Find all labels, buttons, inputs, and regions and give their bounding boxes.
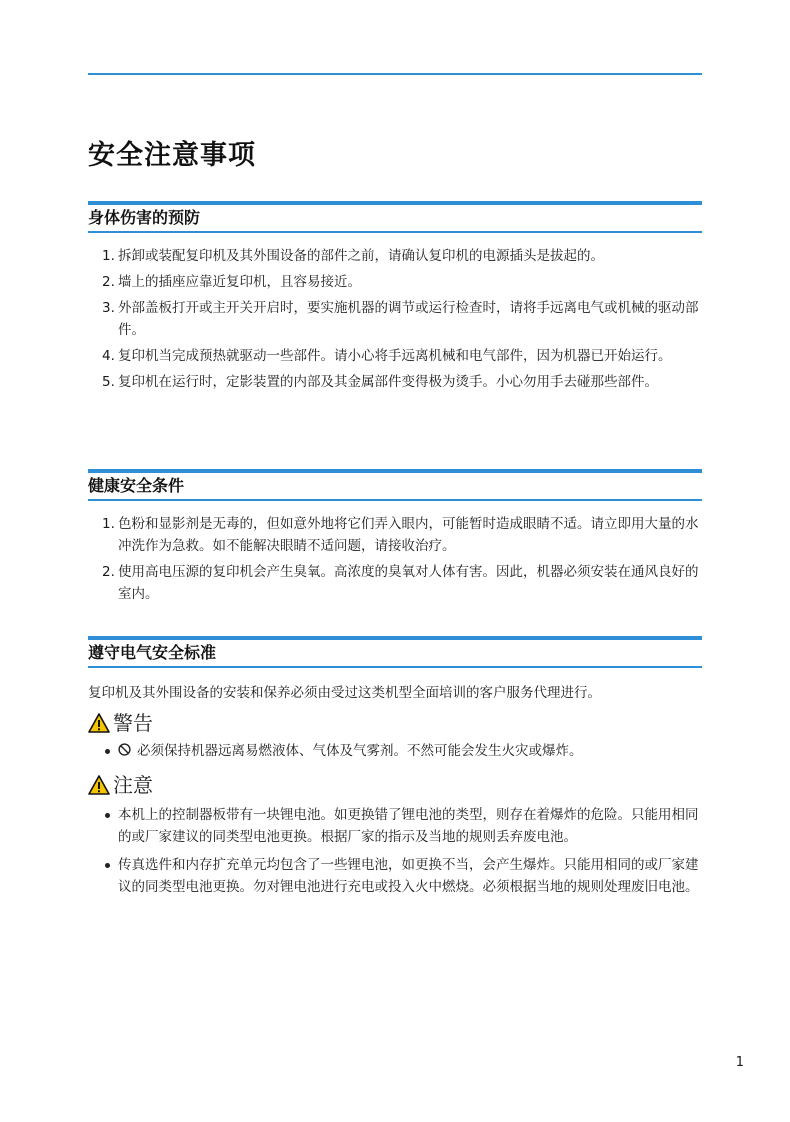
section-electric [88,636,702,904]
list-item: 3. 外部盖板打开或主开关开启时，要实施机器的调节或运行检查时，请将手远离电气或机械的驱动部件。 [102,300,699,338]
prohibited-icon [118,743,131,756]
page-title: 安全注意事项 [88,140,256,171]
section-heading: 身体伤害的预防 [88,201,702,233]
list-item: 1. 色粉和显影剂是无毒的，但如意外地将它们弄入眼内，可能暂时造成眼睛不适。请立即用大量的水冲洗作为急救。如不能解决眼睛不适问题，请接收治疗。 [102,516,699,554]
electric-intro: 复印机及其外围设备的安装和保养必须由受过这类机型全面培训的客户服务代理进行。 [88,685,601,701]
warning-heading: 警告 [88,710,702,736]
bullet [105,813,110,818]
list-item: 必须保持机器远离易燃液体、气体及气雾剂。不然可能会发生火灾或爆炸。 [88,740,702,762]
warning-triangle-icon [88,775,110,795]
list-item: 1. 拆卸或装配复印机及其外围设备的部件之前，请确认复印机的电源插头是拔起的。 [102,248,604,264]
section-injury [88,201,702,397]
injury-list [88,245,702,393]
warning-triangle-icon [88,713,110,733]
list-item: 2. 墙上的插座应靠近复印机，且容易接近。 [102,274,361,290]
page-number: 1 [735,1055,744,1070]
top-rule [88,73,702,75]
list-item: 传真选件和内存扩充单元均包含了一些锂电池，如更换不当，会产生爆炸。只能用相同的或厂家建议的同类型电池更换。勿对锂电池进行充电或投入火中燃烧。必须根据当地的规则处理废旧电池。 [88,854,702,898]
health-list [88,513,702,605]
section-health [88,469,702,609]
bullet [105,749,110,754]
list-item: 本机上的控制器板带有一块锂电池。如更换错了锂电池的类型，则存在着爆炸的危险。只能用相同的或厂家建议的同类型电池更换。根据厂家的指示及当地的规则丢弃废电池。 [88,804,702,848]
section-heading: 健康安全条件 [88,469,702,501]
caution-heading: 注意 [88,772,702,798]
list-item: 4. 复印机当完成预热就驱动一些部件。请小心将手远离机械和电气部件，因为机器已开始运行。 [102,348,672,364]
caution-list [88,804,702,898]
bullet [105,863,110,868]
list-item: 5. 复印机在运行时，定影装置的内部及其金属部件变得极为烫手。小心勿用手去碰那些部件。 [102,374,658,390]
list-item: 2. 使用高电压源的复印机会产生臭氧。高浓度的臭氧对人体有害。因此，机器必须安装在通风良好的室内。 [102,564,699,602]
warning-list [88,740,702,762]
section-heading: 遵守电气安全标准 [88,636,702,668]
